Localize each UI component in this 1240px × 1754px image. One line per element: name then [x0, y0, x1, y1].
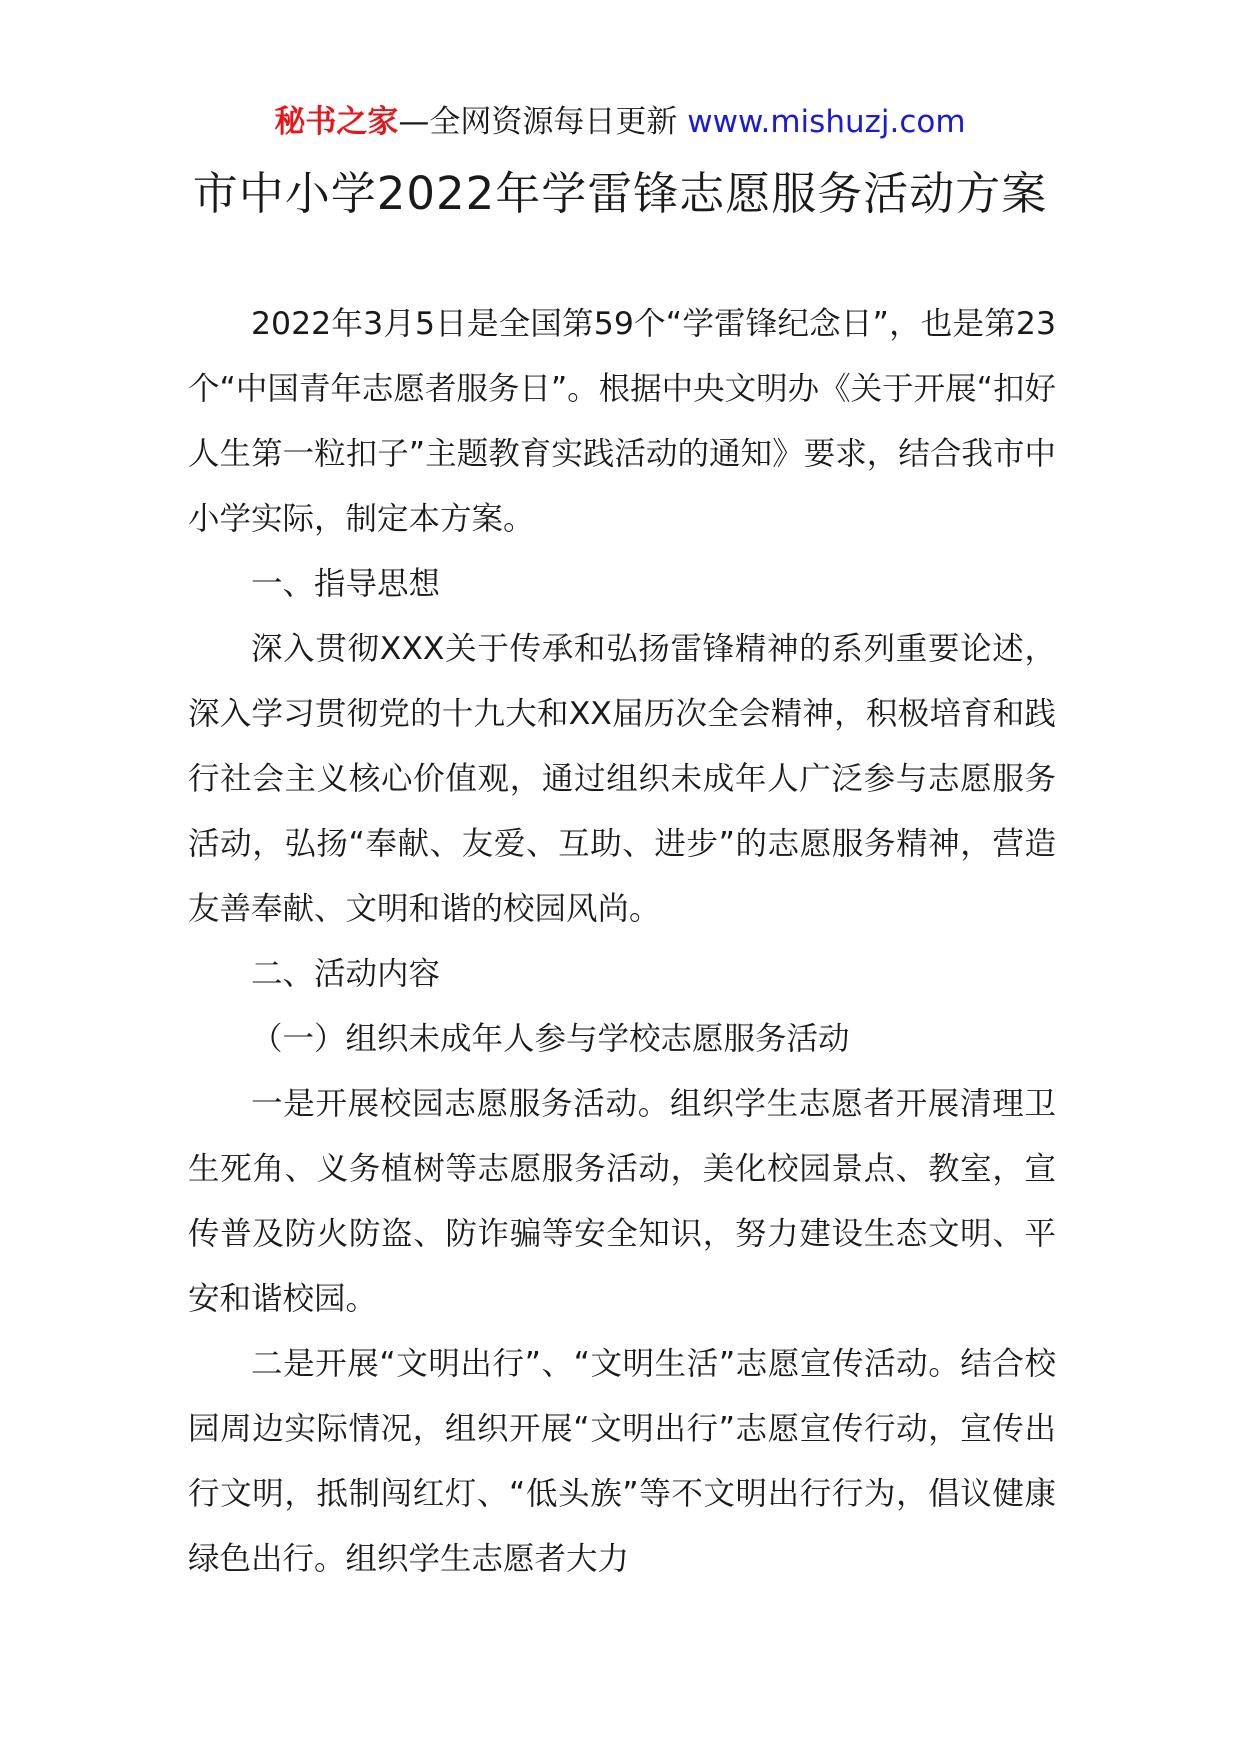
site-slogan: —全网资源每日更新	[398, 104, 678, 140]
site-header	[0, 100, 1240, 144]
document-title: 市中小学2022年学雷锋志愿服务活动方案	[192, 167, 1048, 220]
site-brand: 秘书之家	[274, 104, 399, 140]
site-url-link[interactable]: www.mishuzj.com	[687, 104, 966, 140]
section-heading-activity-content: 二、活动内容	[251, 956, 441, 992]
section-heading-guiding-ideology: 一、指导思想	[251, 566, 441, 602]
paragraph-civilized-travel: 二是开展“文明出行”、“文明生活”志愿宣传活动。结合校园周边实际情况，组织开展“文明出行”志愿宣传行动，宣传出行文明，抵制闯红灯、“低头族”等不文明出行行为，倡议健康绿色出行。组织学生志愿者大力	[188, 1346, 1056, 1577]
paragraph-guiding-ideology: 深入贯彻XXX关于传承和弘扬雷锋精神的系列重要论述，深入学习贯彻党的十九大和XX届历次全会精神，积极培育和践行社会主义核心价值观，通过组织未成年人广泛参与志愿服务活动，弘扬“奉献、友爱、互助、进步”的志愿服务精神，营造友善奉献、文明和谐的校园风尚。	[188, 631, 1056, 927]
paragraph-intro: 2022年3月5日是全国第59个“学雷锋纪念日”，也是第23个“中国青年志愿者服务日”。根据中央文明办《关于开展“扣好人生第一粒扣子”主题教育实践活动的通知》要求，结合我市中小学实际，制定本方案。	[188, 306, 1056, 537]
paragraph-campus-volunteer: 一是开展校园志愿服务活动。组织学生志愿者开展清理卫生死角、义务植树等志愿服务活动，美化校园景点、教室，宣传普及防火防盗、防诈骗等安全知识，努力建设生态文明、平安和谐校园。	[188, 1086, 1056, 1317]
document-body	[188, 292, 1056, 1592]
subsection-heading-school-volunteer: （一）组织未成年人参与学校志愿服务活动	[251, 1021, 850, 1057]
